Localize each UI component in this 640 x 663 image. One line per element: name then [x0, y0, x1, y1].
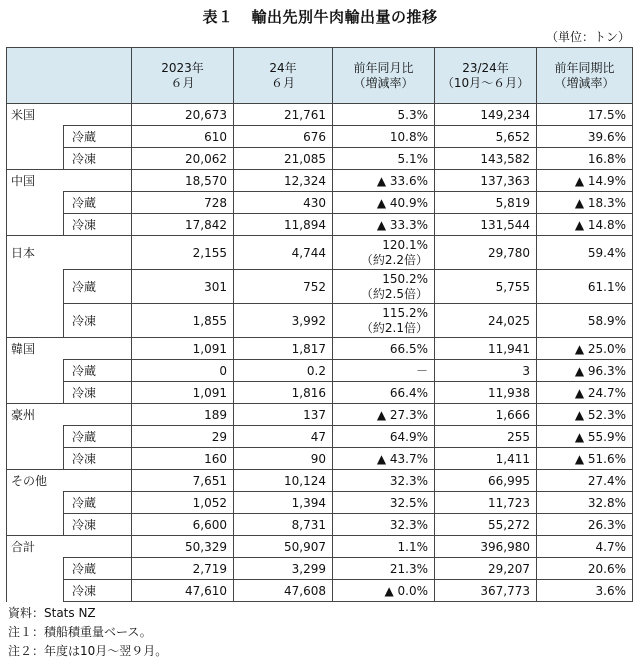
cell-col-2: 0.2 [234, 360, 333, 382]
note-1: 注１：積船積重量ベース。 [8, 625, 152, 639]
cell-col-2: 430 [234, 192, 333, 214]
cell-col-5: 39.6% [537, 126, 633, 148]
table-row [7, 148, 633, 170]
subcategory-label: 冷蔵 [64, 360, 132, 382]
cell-col-5: 16.8% [537, 148, 633, 170]
cell-col-5: ▲ 14.8% [537, 214, 633, 236]
table-row [7, 236, 633, 270]
table-row [7, 470, 633, 492]
note-source: 資料：Stats NZ [8, 606, 96, 620]
cell-col-1: 1,052 [132, 492, 234, 514]
table-row [7, 104, 633, 126]
cell-col-1: 301 [132, 270, 234, 304]
cell-col-3: ▲ 0.0% [333, 580, 435, 602]
page-title [0, 6, 640, 27]
table-row [7, 404, 633, 426]
country-label: 合計 [7, 536, 132, 558]
table-row [7, 536, 633, 558]
subcategory-label: 冷凍 [64, 148, 132, 170]
subcategory-label: 冷凍 [64, 580, 132, 602]
cell-col-5: 20.6% [537, 558, 633, 580]
cell-col-5: ▲ 52.3% [537, 404, 633, 426]
cell-col-2: 4,744 [234, 236, 333, 270]
cell-col-4: 66,995 [435, 470, 537, 492]
cell-col-2: 21,085 [234, 148, 333, 170]
cell-col-4: 55,272 [435, 514, 537, 536]
table-row [7, 558, 633, 580]
cell-col-2: 752 [234, 270, 333, 304]
subcategory-label: 冷凍 [64, 448, 132, 470]
table-row [7, 426, 633, 448]
cell-col-1: 610 [132, 126, 234, 148]
cell-col-2: 12,324 [234, 170, 333, 192]
table-row [7, 492, 633, 514]
cell-col-4: 396,980 [435, 536, 537, 558]
subcategory-label: 冷凍 [64, 214, 132, 236]
cell-col-2: 10,124 [234, 470, 333, 492]
cell-col-4: 137,363 [435, 170, 537, 192]
group-spacer [7, 492, 64, 514]
cell-col-1: 1,091 [132, 382, 234, 404]
header-corner [7, 48, 132, 104]
subcategory-label: 冷蔵 [64, 192, 132, 214]
subcategory-label: 冷凍 [64, 304, 132, 338]
table-row [7, 580, 633, 602]
cell-col-1: 50,329 [132, 536, 234, 558]
country-label: 中国 [7, 170, 132, 192]
cell-col-5: 61.1% [537, 270, 633, 304]
table-row [7, 192, 633, 214]
country-label: 豪州 [7, 404, 132, 426]
cell-col-2: 1,816 [234, 382, 333, 404]
cell-col-2: 11,894 [234, 214, 333, 236]
cell-col-4: 29,207 [435, 558, 537, 580]
cell-col-1: 47,610 [132, 580, 234, 602]
subcategory-label: 冷凍 [64, 514, 132, 536]
cell-col-1: 7,651 [132, 470, 234, 492]
cell-col-5: ▲ 51.6% [537, 448, 633, 470]
cell-col-5: 26.3% [537, 514, 633, 536]
cell-col-4: 5,652 [435, 126, 537, 148]
title-number: 表１ [202, 8, 234, 26]
cell-col-4: 143,582 [435, 148, 537, 170]
group-spacer [7, 448, 64, 470]
group-spacer [7, 426, 64, 448]
cell-col-4: 11,723 [435, 492, 537, 514]
header-2024-june: 24年 ６月 [234, 48, 333, 104]
cell-value: 120.1% [382, 237, 428, 252]
cell-col-5: 27.4% [537, 470, 633, 492]
cell-col-3: 64.9% [333, 426, 435, 448]
cell-col-1: 160 [132, 448, 234, 470]
cell-col-5: 58.9% [537, 304, 633, 338]
cell-multiple: （約2.5倍） [360, 286, 428, 301]
cell-col-5: 3.6% [537, 580, 633, 602]
group-spacer [7, 304, 64, 338]
cell-col-1: 29 [132, 426, 234, 448]
cell-col-2: 3,992 [234, 304, 333, 338]
cell-col-3: 66.5% [333, 338, 435, 360]
header-yoy-period: 前年同期比 （増減率） [537, 48, 633, 104]
subcategory-label: 冷蔵 [64, 426, 132, 448]
cell-col-1: 1,091 [132, 338, 234, 360]
cell-col-2: 1,394 [234, 492, 333, 514]
cell-col-3: 32.3% [333, 514, 435, 536]
cell-col-1: 20,673 [132, 104, 234, 126]
table-row [7, 170, 633, 192]
table-row [7, 270, 633, 304]
cell-col-3: ▲ 33.3% [333, 214, 435, 236]
cell-col-3 [333, 236, 435, 270]
subcategory-label: 冷凍 [64, 382, 132, 404]
cell-col-2: 3,299 [234, 558, 333, 580]
group-spacer [7, 514, 64, 536]
table-row [7, 382, 633, 404]
cell-col-5: 32.8% [537, 492, 633, 514]
group-spacer [7, 382, 64, 404]
subcategory-label: 冷蔵 [64, 126, 132, 148]
cell-col-4: 1,411 [435, 448, 537, 470]
cell-col-2: 90 [234, 448, 333, 470]
cell-col-1: 6,600 [132, 514, 234, 536]
header-row [7, 48, 633, 104]
cell-col-4: 11,938 [435, 382, 537, 404]
cell-col-2: 47,608 [234, 580, 333, 602]
table-row [7, 304, 633, 338]
table-body [7, 104, 633, 602]
cell-col-4: 5,755 [435, 270, 537, 304]
cell-value: 150.2% [382, 271, 428, 286]
group-spacer [7, 558, 64, 580]
unit-label: （単位：トン） [545, 30, 630, 44]
cell-col-4: 149,234 [435, 104, 537, 126]
cell-col-3: 10.8% [333, 126, 435, 148]
notes [8, 604, 167, 661]
cell-col-4: 367,773 [435, 580, 537, 602]
cell-col-2: 21,761 [234, 104, 333, 126]
cell-value: 115.2% [382, 305, 428, 320]
table-row [7, 214, 633, 236]
cell-multiple: （約2.1倍） [360, 320, 428, 335]
header-2023-june: 2023年 ６月 [132, 48, 234, 104]
group-spacer [7, 192, 64, 214]
cell-col-2: 1,817 [234, 338, 333, 360]
cell-col-1: 728 [132, 192, 234, 214]
cell-col-1: 0 [132, 360, 234, 382]
cell-col-4: 255 [435, 426, 537, 448]
cell-col-5: ▲ 25.0% [537, 338, 633, 360]
subcategory-label: 冷蔵 [64, 270, 132, 304]
cell-col-3: ▲ 43.7% [333, 448, 435, 470]
cell-col-1: 1,855 [132, 304, 234, 338]
cell-col-3: 1.1% [333, 536, 435, 558]
cell-col-3: ▲ 33.6% [333, 170, 435, 192]
cell-col-5: 17.5% [537, 104, 633, 126]
cell-col-2: 8,731 [234, 514, 333, 536]
group-spacer [7, 214, 64, 236]
group-spacer [7, 270, 64, 304]
cell-col-4: 131,544 [435, 214, 537, 236]
cell-col-2: 137 [234, 404, 333, 426]
cell-col-4: 11,941 [435, 338, 537, 360]
subcategory-label: 冷蔵 [64, 492, 132, 514]
cell-col-3: 66.4% [333, 382, 435, 404]
country-label: その他 [7, 470, 132, 492]
subcategory-label: 冷蔵 [64, 558, 132, 580]
group-spacer [7, 126, 64, 148]
cell-col-3: 32.5% [333, 492, 435, 514]
cell-col-5: ▲ 55.9% [537, 426, 633, 448]
cell-col-5: 59.4% [537, 236, 633, 270]
cell-col-3: 32.3% [333, 470, 435, 492]
cell-col-5: ▲ 18.3% [537, 192, 633, 214]
note-2: 注２：年度は10月～翌９月。 [8, 644, 168, 658]
cell-col-2: 50,907 [234, 536, 333, 558]
group-spacer [7, 580, 64, 602]
cell-col-1: 17,842 [132, 214, 234, 236]
cell-col-1: 2,719 [132, 558, 234, 580]
cell-col-3: － [333, 360, 435, 382]
table-row [7, 360, 633, 382]
cell-col-3: ▲ 40.9% [333, 192, 435, 214]
cell-col-2: 676 [234, 126, 333, 148]
country-label: 米国 [7, 104, 132, 126]
cell-col-1: 20,062 [132, 148, 234, 170]
cell-col-3: 5.1% [333, 148, 435, 170]
cell-col-4: 3 [435, 360, 537, 382]
cell-col-5: ▲ 14.9% [537, 170, 633, 192]
cell-col-3 [333, 270, 435, 304]
cell-col-3 [333, 304, 435, 338]
cell-col-1: 189 [132, 404, 234, 426]
cell-col-1: 2,155 [132, 236, 234, 270]
table-row [7, 448, 633, 470]
country-label: 韓国 [7, 338, 132, 360]
table-row [7, 338, 633, 360]
group-spacer [7, 360, 64, 382]
table-row [7, 514, 633, 536]
cell-col-4: 1,666 [435, 404, 537, 426]
country-label: 日本 [7, 236, 132, 270]
cell-multiple: （約2.2倍） [360, 252, 428, 267]
cell-col-5: ▲ 24.7% [537, 382, 633, 404]
cell-col-2: 47 [234, 426, 333, 448]
header-fy-cumulative: 23/24年 （10月～６月） [435, 48, 537, 104]
cell-col-5: 4.7% [537, 536, 633, 558]
cell-col-4: 5,819 [435, 192, 537, 214]
table-row [7, 126, 633, 148]
cell-col-3: 21.3% [333, 558, 435, 580]
header-yoy-month: 前年同月比 （増減率） [333, 48, 435, 104]
cell-col-1: 18,570 [132, 170, 234, 192]
cell-col-3: 5.3% [333, 104, 435, 126]
cell-col-4: 29,780 [435, 236, 537, 270]
cell-col-4: 24,025 [435, 304, 537, 338]
cell-col-3: ▲ 27.3% [333, 404, 435, 426]
title-text: 輸出先別牛肉輸出量の推移 [251, 8, 438, 26]
beef-export-table [6, 47, 633, 602]
cell-col-5: ▲ 96.3% [537, 360, 633, 382]
group-spacer [7, 148, 64, 170]
